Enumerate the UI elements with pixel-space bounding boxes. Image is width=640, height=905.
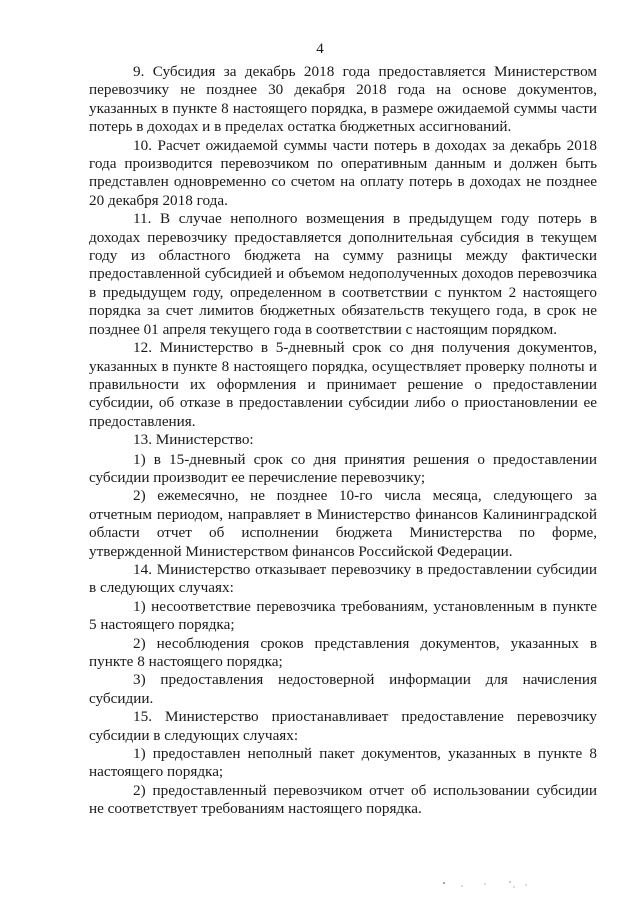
paragraph-15-item-1: 1) предоставлен неполный пакет документов, указанных в пункте 8 настоящего порядка; <box>89 745 597 781</box>
paragraph-15-item-2: 2) предоставленный перевозчиком отчет об использовании субсидии не соответствует требованиям настоящего порядка. <box>89 781 597 818</box>
paragraph-10: 10. Расчет ожидаемой суммы части потерь в доходах за декабрь 2018 года производится перевозчиком по оперативным данным и должен быть представлен одновременно со счетом на оплату потерь в доходах не позднее 20 декабря 2018 года. <box>89 136 597 209</box>
paragraph-14-item-2: 2) несоблюдения сроков представления документов, указанных в пункте 8 настоящего порядка; <box>89 634 597 670</box>
paragraph-12: 12. Министерство в 5-дневный срок со дня получения документов, указанных в пункте 8 настоящего порядка, осуществляет проверку полноты и правильности их оформления и принимает решение о предоставлении субсидии, об отказе в предоставлении субсидии либо о приостановлении ее предоставления. <box>89 339 597 430</box>
paragraph-14-heading: 14. Министерство отказывает перевозчику в предоставлении субсидии в следующих случаях: <box>89 560 597 597</box>
paragraph-13-item-2: 2) ежемесячно, не позднее 10-го числа месяца, следующего за отчетным периодом, направляет в Министерство финансов Калининградской области отчет об исполнении бюджета Министерства по форме, утвержденной Министерством финансов Российской Федерации. <box>89 487 597 560</box>
document-body <box>89 63 597 819</box>
paragraph-14-item-3: 3) предоставления недостоверной информации для начисления субсидии. <box>89 671 597 707</box>
paragraph-13-heading: 13. Министерство: <box>133 431 254 449</box>
scan-artifacts <box>440 878 540 892</box>
paragraph-14-item-1: 1) несоответствие перевозчика требованиям, установленным в пункте 5 настоящего порядка; <box>89 597 597 634</box>
paragraph-13-item-1: 1) в 15-дневный срок со дня принятия решения о предоставлении субсидии производит ее перечисление перевозчику; <box>89 450 597 486</box>
paragraph-9: 9. Субсидия за декабрь 2018 года предоставляется Министерством перевозчику не позднее 30 декабря 2018 года на основе документов, указанных в пункте 8 настоящего порядка, в размере ожидаемой суммы части потерь в доходах и в пределах остатка бюджетных ассигнований. <box>89 63 597 136</box>
paragraph-11: 11. В случае неполного возмещения в предыдущем году потерь в доходах перевозчику предоставляется дополнительная субсидия в текущем году из областного бюджета на сумму разницы между фактически предоставленной субсидией и объемом недополученных доходов перевозчика в предыдущем году, определенном в соответствии с пунктом 2 настоящего порядка за счет лимитов бюджетных обязательств текущего года, в срок не позднее 01 апреля текущего года в соответствии с настоящим порядком. <box>89 210 597 338</box>
page-number: 4 <box>316 41 324 57</box>
paragraph-15-heading: 15. Министерство приостанавливает предоставление перевозчику субсидии в следующих случаях: <box>89 708 597 744</box>
